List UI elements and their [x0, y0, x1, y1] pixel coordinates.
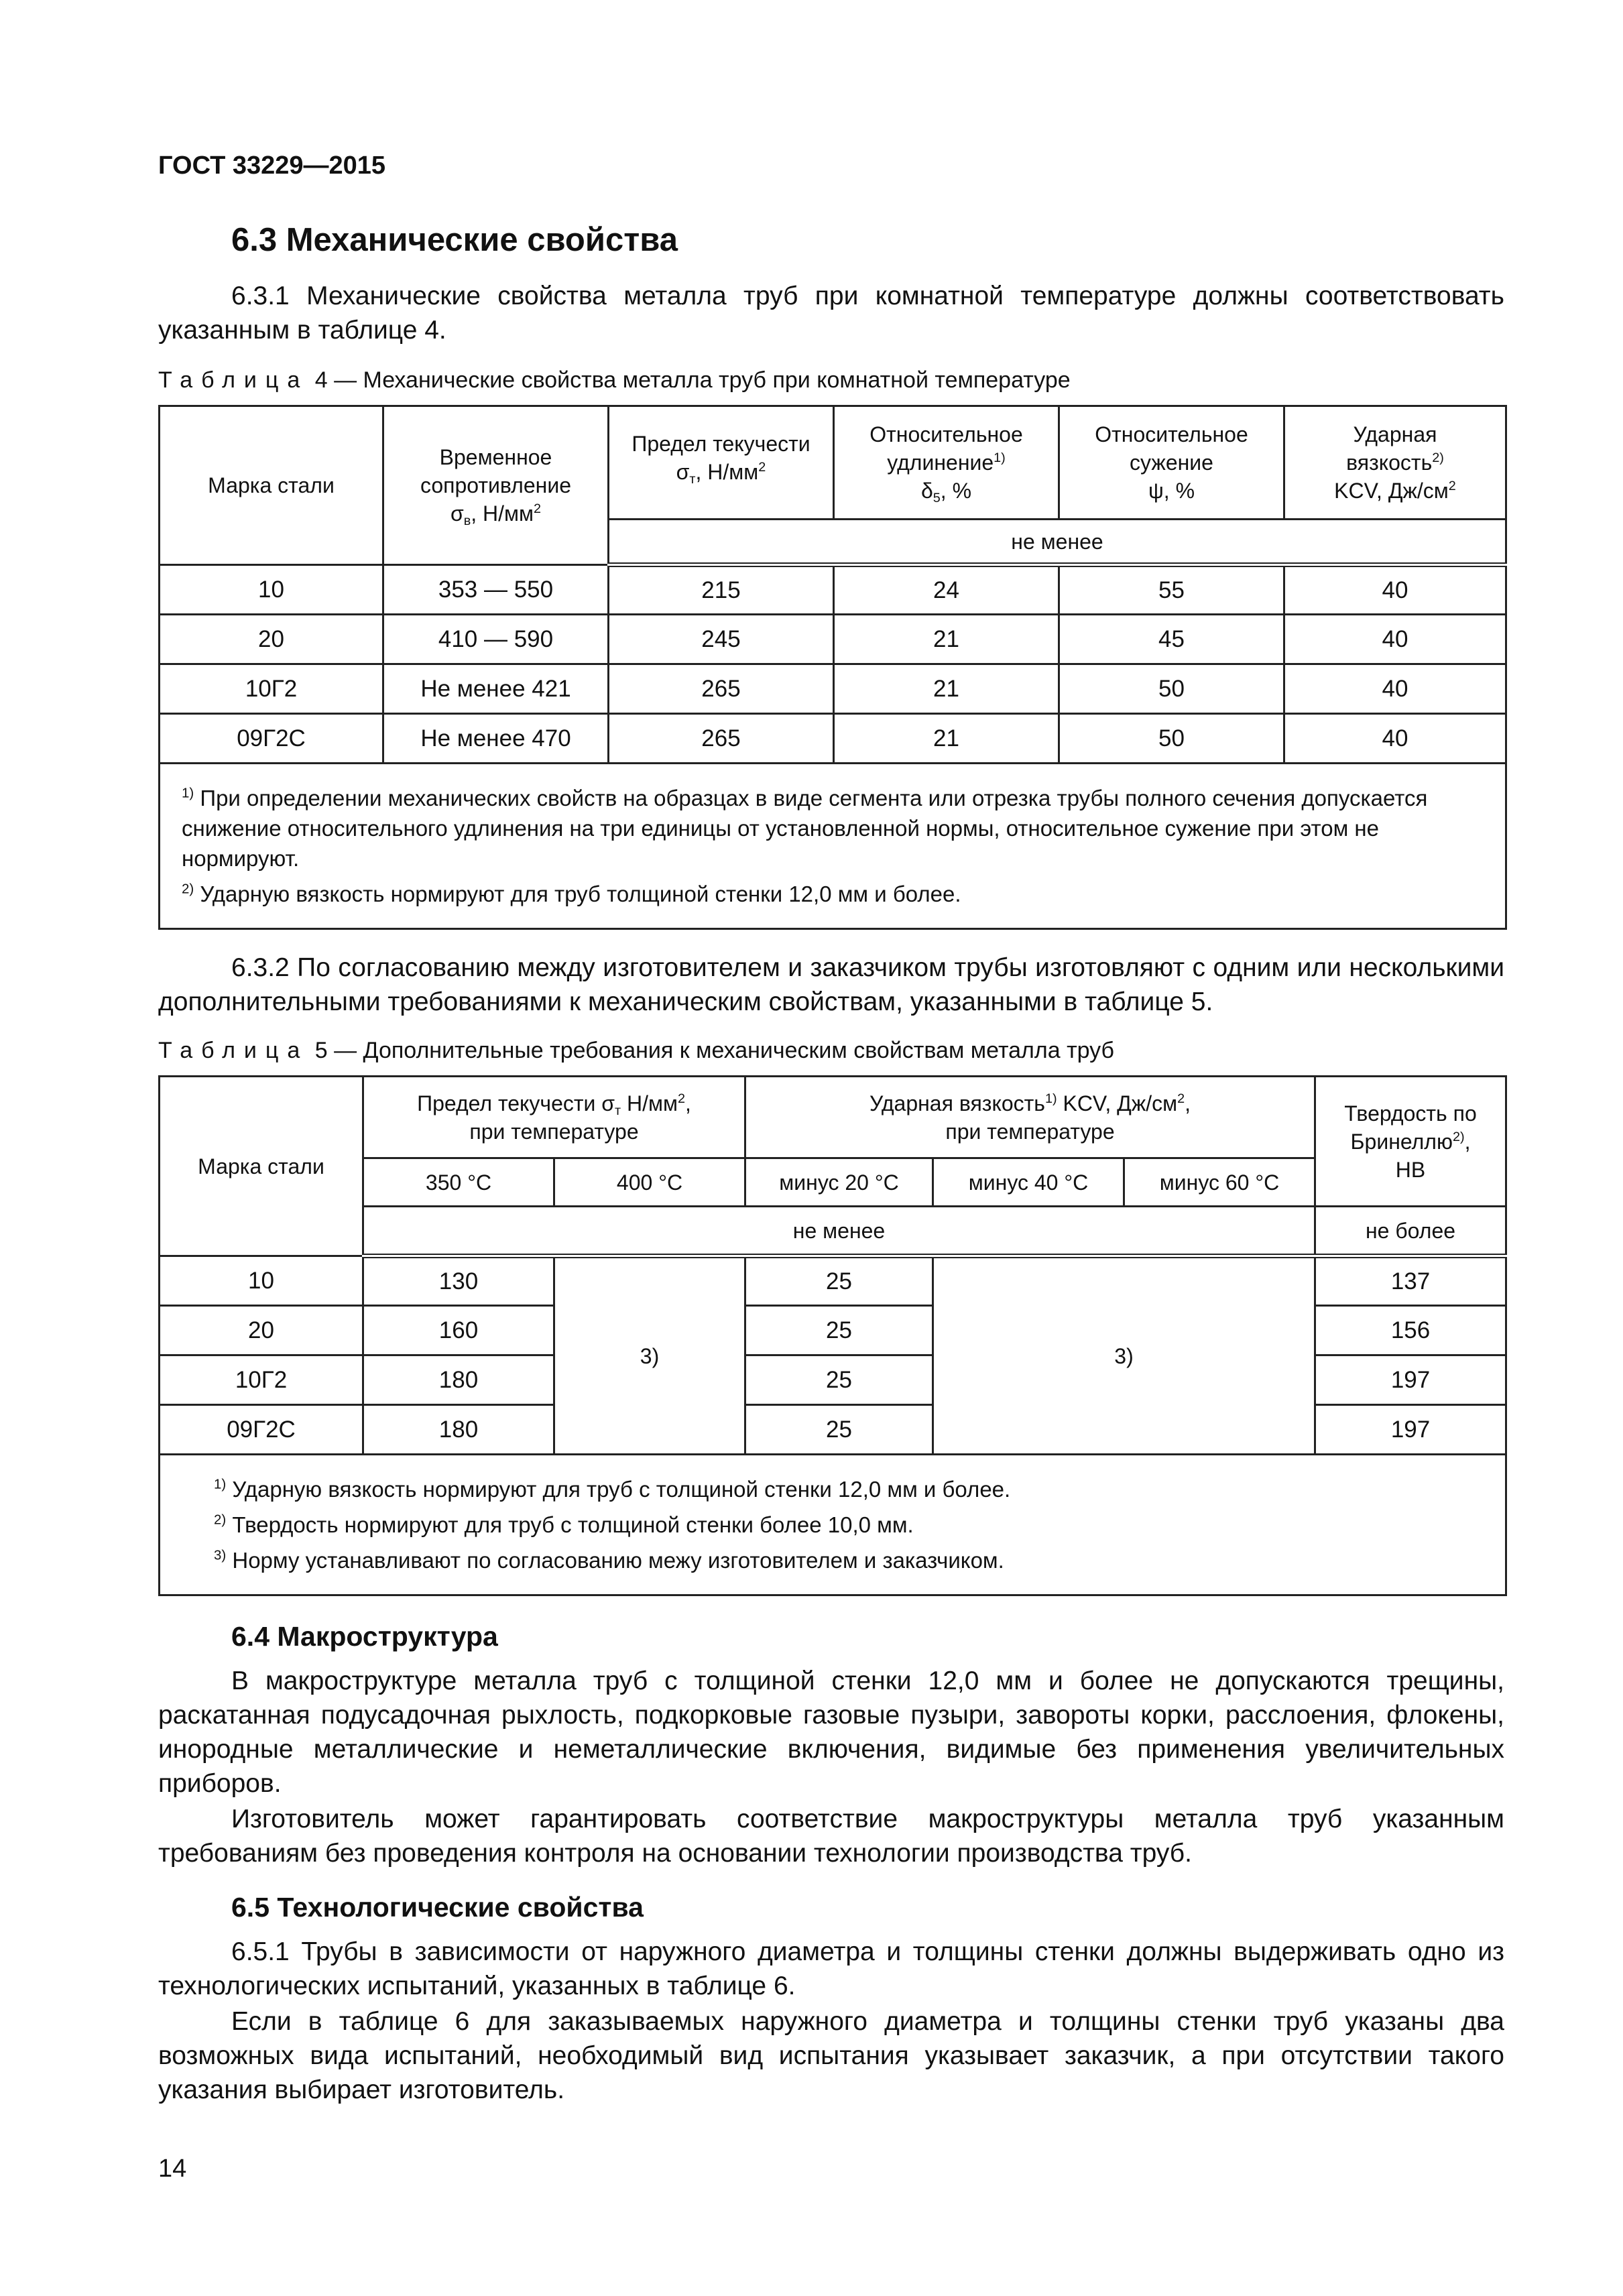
table5-not-less: не менее — [363, 1207, 1315, 1256]
document-code: ГОСТ 33229—2015 — [158, 152, 386, 180]
paragraph-6-3-1: 6.3.1 Механические свойства металла труб при комнатной температуре должны соответствовать указанным в таблице 4. — [158, 282, 1504, 345]
table5-temp-350: 350 °С — [363, 1158, 554, 1207]
table5-temp-minus40: минус 40 °С — [933, 1158, 1124, 1207]
table4-caption-text: 4 — Механические свойства металла труб при комнатной температуре — [308, 367, 1071, 393]
table-row: 20 160 25 156 — [160, 1306, 1506, 1355]
table5-note-2: $^{2)}$ Твердость нормируют для труб с толщиной стенки более 10,0 мм. — [214, 1512, 914, 1537]
section-6-3-title: 6.3 Механические свойства — [231, 222, 678, 258]
paragraph-6-5-1: 6.5.1 Трубы в зависимости от наружного диаметра и толщины стенки должны выдерживать одно из технологических испытаний, указанных в таблице 6. — [158, 1937, 1504, 2000]
table5-caption-prefix: Таблица — [158, 1038, 309, 1063]
table5-header-grade: Марка стали — [160, 1077, 363, 1256]
table-row: 10 130 3) 25 3) 137 — [160, 1256, 1506, 1306]
table5-merged-note-impact: 3) — [933, 1256, 1315, 1455]
table5-caption — [158, 1038, 1114, 1064]
table4-note-2: $^{2)}$ Ударную вязкость нормируют для труб толщиной стенки 12,0 мм и более. — [182, 881, 961, 906]
page-number: 14 — [158, 2155, 187, 2183]
table5-notes — [160, 1455, 1506, 1595]
table5-merged-note-400: 3) — [554, 1256, 745, 1455]
table4-header-tensile: Временное сопротивление $\sigma_в$, $Н/мм^2$ — [383, 406, 609, 565]
table-4 — [158, 405, 1507, 930]
table5-note-1: $^{1)}$ Ударную вязкость нормируют для труб с толщиной стенки 12,0 мм и более. — [214, 1476, 1011, 1502]
table5-notes-row — [160, 1455, 1506, 1595]
paragraph-6-5-2: Если в таблице 6 для заказываемых наружного диаметра и толщины стенки труб указаны два возможных вида испытаний, необходимый вид испытания указывает заказчик, а при отсутствии такого указания выбирает изготовитель. — [158, 2007, 1504, 2104]
table4-notes-row — [160, 764, 1506, 929]
table-5 — [158, 1075, 1507, 1596]
paragraph-6-4-1: В макроструктуре металла труб с толщиной стенки 12,0 мм и более не допускаются трещины, раскатанная подусадочная рыхлость, подкорковые газовые пузыри, завороты корки, расслоения, флокены, инородные металлические и неметаллические включения, видимые без применения увеличительных приборов. — [158, 1667, 1504, 1798]
table4-not-less: не менее — [609, 520, 1506, 565]
table-row: 10Г2 180 25 197 — [160, 1355, 1506, 1405]
paragraph-6-3-2: 6.3.2 По согласованию между изготовителем и заказчиком трубы изготовляют с одним или несколькими дополнительными требованиями к механическим свойствам, указанными в таблице 5. — [158, 953, 1504, 1016]
table4-caption — [158, 367, 1071, 394]
table5-temp-minus20: минус 20 °С — [745, 1158, 933, 1207]
section-6-5-title: 6.5 Технологические свойства — [231, 1892, 644, 1923]
table4-note-1: $^{1)}$ При определении механических свойств на образцах в виде сегмента или отрезка трубы полного сечения допускается снижение относительного удлинения на три единицы от установленной нормы, относительное сужение при этом не нормируют. — [182, 785, 1428, 871]
table4-header-contraction: Относительное сужение ψ, % — [1059, 406, 1284, 520]
table5-not-more: не более — [1315, 1207, 1506, 1256]
table-row: 09Г2С 180 25 197 — [160, 1405, 1506, 1455]
table5-header-row — [160, 1077, 1506, 1158]
table5-header-yield: Предел текучести $\sigma_т$ $Н/мм^2$, при температуре — [363, 1077, 745, 1158]
table-row: 10Г2 Не менее 421 265 21 50 40 — [160, 664, 1506, 714]
table4-header-yield: Предел текучести $\sigma_т$, $Н/мм^2$ — [609, 406, 834, 520]
table5-temp-minus60: минус 60 °С — [1124, 1158, 1315, 1207]
table4-caption-prefix: Таблица — [158, 367, 309, 393]
paragraph-6-4-2: Изготовитель может гарантировать соответствие макроструктуры металла труб указанным требованиям без проведения контроля на основании технологии производства труб. — [158, 1805, 1504, 1868]
table5-caption-text: 5 — Дополнительные требования к механическим свойствам металла труб — [308, 1038, 1115, 1063]
table4-header-impact: Ударная вязкость$^{2)}$ KCV, $Дж/см^2$ — [1284, 406, 1506, 520]
section-6-4-title: 6.4 Макроструктура — [231, 1621, 498, 1652]
table4-header-grade: Марка стали — [160, 406, 383, 565]
table4-notes — [160, 764, 1506, 929]
table5-header-hardness: Твердость по Бринеллю$^{2)}$, НВ — [1315, 1077, 1506, 1207]
table5-temp-400: 400 °С — [554, 1158, 745, 1207]
table5-note-3: $^{3)}$ Норму устанавливают по согласованию межу изготовителем и заказчиком. — [214, 1547, 1004, 1573]
table4-header-row — [160, 406, 1506, 520]
table-row: 10 353 — 550 215 24 55 40 — [160, 565, 1506, 615]
table-row: 20 410 — 590 245 21 45 40 — [160, 615, 1506, 664]
table-row: 09Г2С Не менее 470 265 21 50 40 — [160, 714, 1506, 764]
table5-header-impact: Ударная вязкость$^{1)}$ KCV, $Дж/см^2$, при температуре — [745, 1077, 1315, 1158]
table4-header-elongation: Относительное удлинение$^{1)}$ $\delta_5$, % — [834, 406, 1059, 520]
